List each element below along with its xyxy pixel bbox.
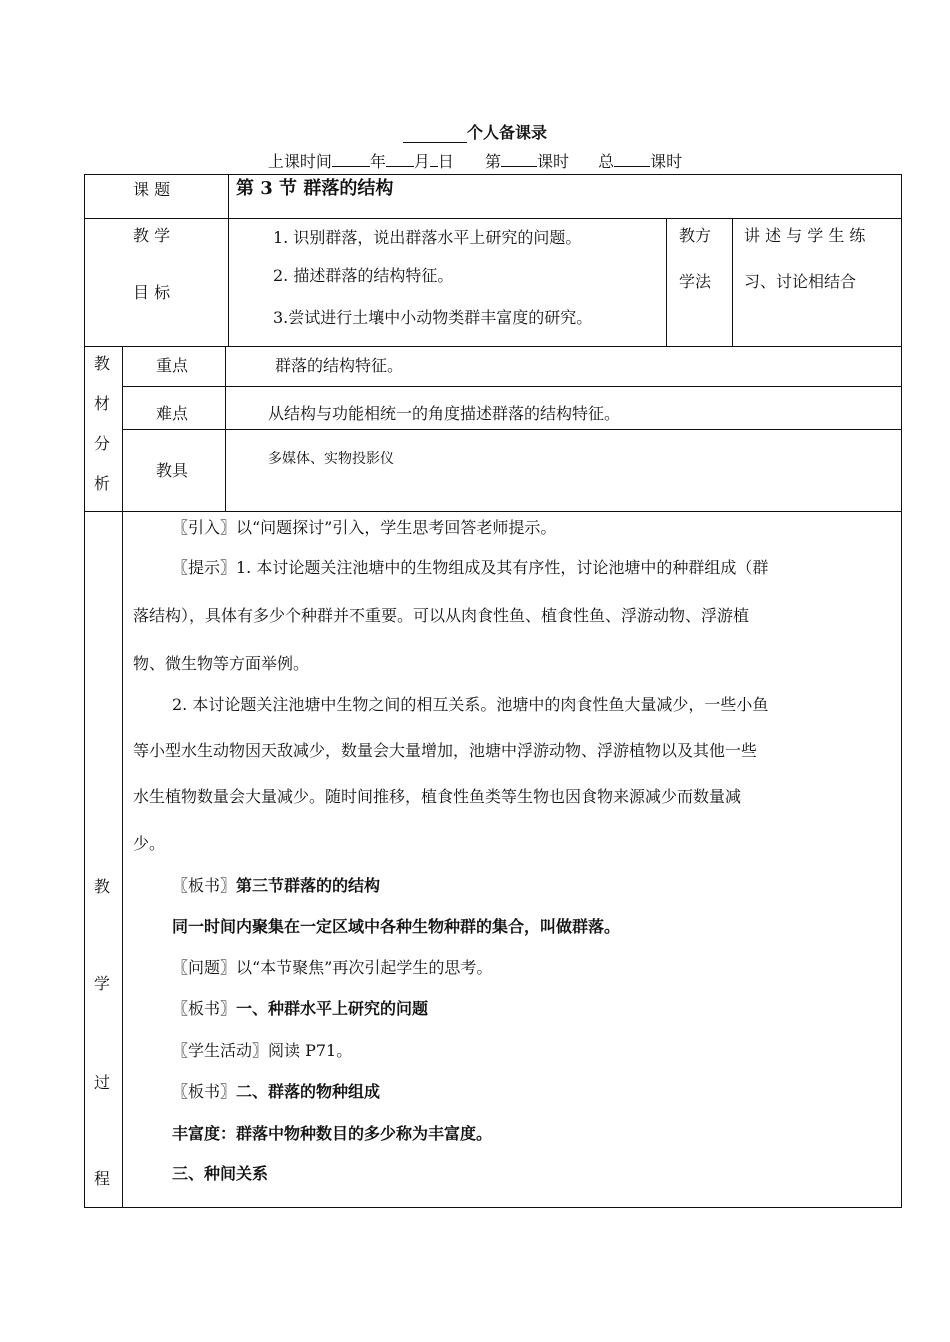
title-blank [403, 126, 467, 143]
tools-label: 教具 [156, 461, 189, 480]
analysis-label: 析 [94, 474, 111, 493]
richness-definition: 丰富度：群落中物种数目的多少称为丰富度。 [172, 1124, 493, 1143]
schedule-line [0, 149, 950, 172]
community-definition: 同一时间内聚集在一定区域中各种生物种群的集合，叫做群落。 [172, 917, 621, 936]
table-line [122, 346, 123, 1208]
total-prefix: 总 [598, 152, 615, 171]
period-prefix: 第 [485, 152, 502, 171]
para2-line: 少。 [133, 834, 166, 853]
board-note-3 [172, 1082, 380, 1102]
table-line [732, 218, 733, 346]
table-line [228, 174, 229, 346]
board-tag: 〖板书〗 [172, 876, 237, 895]
table-line [84, 346, 902, 347]
table-line [84, 511, 902, 512]
year-label: 年 [369, 152, 386, 171]
topic-label: 课 题 [133, 180, 171, 199]
para2-line: 等小型水生动物因天敌减少，数量会大量增加，池塘中浮游动物、浮游植物以及其他一些 [133, 741, 758, 760]
goals-label-2: 目 标 [133, 283, 171, 302]
board-note-2 [172, 999, 428, 1019]
hint-line: 落结构），具体有多少个种群并不重要。可以从肉食性鱼、植食性鱼、浮游动物、浮游植 [133, 606, 750, 625]
section-heading: 三、种间关系 [172, 1164, 269, 1183]
difficulty-label: 难点 [156, 404, 189, 423]
day-blank [430, 151, 438, 167]
analysis-label: 分 [94, 434, 111, 453]
table-line [225, 346, 226, 511]
goal-item: 3.尝试进行土壤中小动物类群丰富度的研究。 [273, 308, 593, 327]
board-text: 二、群落的物种组成 [236, 1082, 381, 1101]
process-label: 教 [94, 877, 111, 896]
board-text: 第三节群落的的结构 [236, 876, 381, 895]
difficulty-value: 从结构与功能相统一的角度描述群落的结构特征。 [268, 404, 621, 423]
board-note-1 [172, 876, 380, 896]
method-value-2: 习、讨论相结合 [744, 272, 857, 291]
table-line [901, 174, 902, 1208]
activity-text: 〖学生活动〗阅读 P71。 [172, 1041, 353, 1060]
table-line [122, 386, 902, 387]
topic-value: 第 3 节 群落的结构 [236, 178, 394, 199]
month-label: 月 [413, 152, 430, 171]
total-suffix: 课时 [650, 152, 683, 171]
total-blank [614, 151, 650, 167]
class-time-label: 上课时间 [267, 152, 332, 171]
hint-line: 物、微生物等方面举例。 [133, 654, 310, 673]
method-value-1: 讲 述 与 学 生 练 [744, 226, 866, 245]
table-line [84, 1207, 902, 1208]
key-label: 重点 [156, 356, 189, 375]
para2-line: 水生植物数量会大量减少。随时间推移，植食性鱼类等生物也因食物来源减少而数量减 [133, 787, 742, 806]
page-title [0, 120, 950, 143]
goal-item: 2. 描述群落的结构特征。 [273, 266, 454, 285]
table-line [84, 218, 902, 219]
process-label: 过 [94, 1073, 111, 1092]
table-line [84, 174, 902, 175]
para2-line: 2. 本讨论题关注池塘中生物之间的相互关系。池塘中的肉食性鱼大量减少，一些小鱼 [172, 695, 769, 714]
title-text: 个人备课录 [466, 123, 547, 142]
period-suffix: 课时 [537, 152, 570, 171]
method-label-1: 教方 [679, 226, 712, 245]
analysis-label: 教 [94, 354, 111, 373]
goal-item: 1. 识别群落，说出群落水平上研究的问题。 [273, 228, 582, 247]
process-label: 程 [94, 1169, 111, 1188]
board-text: 一、种群水平上研究的问题 [236, 999, 429, 1018]
method-label-2: 学法 [679, 272, 712, 291]
question-text: 〖问题〗以“本节聚焦”再次引起学生的思考。 [172, 958, 493, 977]
table-line [84, 174, 85, 1208]
table-line [122, 429, 902, 430]
process-label: 学 [94, 974, 111, 993]
hint-line: 〖提示〗1. 本讨论题关注池塘中的生物组成及其有序性，讨论池塘中的种群组成（群 [172, 558, 769, 577]
board-tag: 〖板书〗 [172, 999, 237, 1018]
year-blank [332, 151, 370, 167]
analysis-label: 材 [94, 394, 111, 413]
tools-value: 多媒体、实物投影仪 [268, 451, 394, 467]
intro-text: 〖引入〗以“问题探讨”引入，学生思考回答老师提示。 [172, 518, 557, 537]
month-blank [386, 151, 414, 167]
table-line [666, 218, 667, 346]
day-label: 日 [437, 152, 454, 171]
period-blank [501, 151, 537, 167]
goals-label-1: 教 学 [133, 226, 171, 245]
key-value: 群落的结构特征。 [275, 356, 404, 375]
board-tag: 〖板书〗 [172, 1082, 237, 1101]
